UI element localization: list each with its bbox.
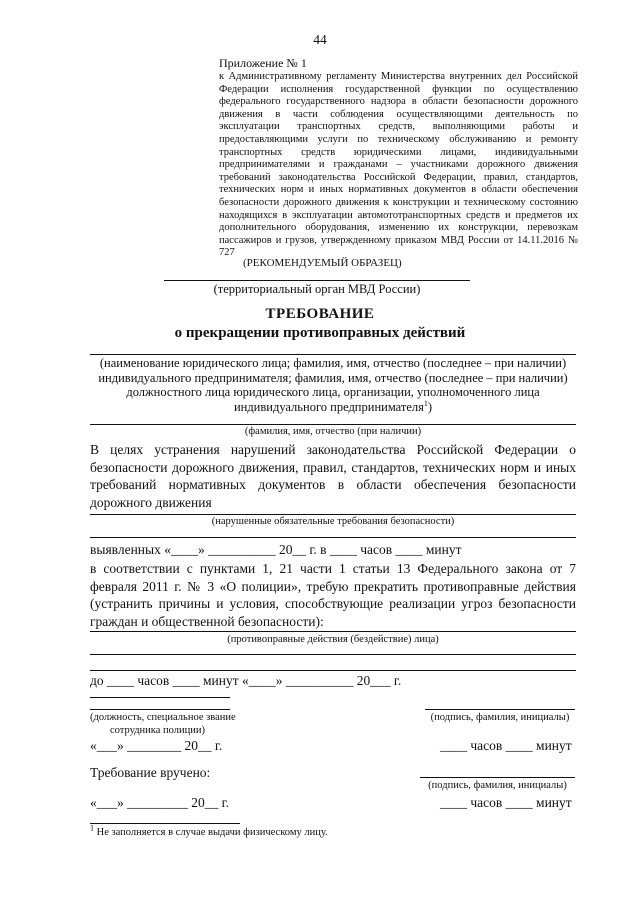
fio-line (90, 424, 576, 425)
footnote-separator (90, 823, 240, 824)
detected-line: выявленных «____» __________ 20__ г. в ____ часов ____ минут (90, 542, 462, 557)
violations-caption: (нарушенные обязательные требования безопасности) (211, 516, 455, 527)
entity-caption-footnote-mark: 1 (423, 398, 428, 408)
territorial-caption: (территориальный орган МВД России) (213, 282, 421, 296)
officer-date: «___» ________ 20__ г. (90, 738, 223, 753)
sample-label: (РЕКОМЕНДУЕМЫЙ ОБРАЗЕЦ) (243, 257, 402, 269)
footnote-mark: 1 (90, 823, 94, 833)
handed-label: Требование вручено: (90, 765, 211, 780)
illegal-line-3 (90, 670, 576, 671)
page-number: 44 (313, 32, 327, 47)
position-line-1 (90, 697, 230, 698)
violations-line-2 (90, 537, 576, 538)
annex-title: Приложение № 1 (219, 56, 307, 70)
footnote-text: Не заполняется в случае выдачи физическому лицу. (96, 827, 328, 838)
signature-caption-1: (подпись, фамилия, инициалы) (430, 712, 570, 723)
signature-line-2 (420, 777, 575, 778)
deadline-line: до ____ часов ____ минут «____» __________ 20___ г. (90, 673, 402, 688)
footnote (90, 823, 328, 838)
signature-caption-2: (подпись, фамилия, инициалы) (428, 780, 567, 791)
position-caption-1: (должность, специальное звание (90, 712, 236, 723)
intro-paragraph: В целях устранения нарушений законодательства Российской Федерации о безопасности дорожного движения, правил, стандартов, технических норм и иных требований нормативных документов в области обеспечения безопасности дорожного движения (90, 442, 576, 510)
demand-paragraph: в соответствии с пунктами 1, 21 части 1 статьи 13 Федерального закона от 7 февраля 2011 г. № 3 «О полиции», требую прекратить противоправные действия (устранить причины и условия, способствующие реализации угроз безопасности граждан и общественной безопасности): (90, 561, 576, 629)
entity-caption-end: ) (427, 399, 433, 414)
officer-time: ____ часов ____ минут (440, 738, 572, 753)
territorial-line (164, 280, 470, 281)
fio-caption: (фамилия, имя, отчество (при наличии) (244, 426, 422, 437)
illegal-line (90, 631, 576, 632)
annex-body: к Административному регламенту Министерства внутренних дел Российской Федерации исполнения государственной функции по осуществлению федерального государственного надзора в области безопасности дорожного движения в части соблюдения осуществляющими деятельность по эксплуатации транспортных средств, выполняющими работы и предоставляющими услуги по техническому обслуживанию и ремонту транспортных средств юридическими лицами, индивидуальными предпринимателями и гражданами – участниками дорожного движения требований законодательства Российской Федерации, правил, стандартов, технических норм и иных нормативных документов в области обеспечения безопасности дорожного движения к конструкции и техническому состоянию находящихся в эксплуатации автомототранспортных средств и предметов их дополнительного оборудования, изменению их конструкции, перевозкам пассажиров и грузов, утвержденному приказом МВД России от 14.11.2016 № 727 (219, 71, 578, 259)
position-caption-2: сотрудника полиции) (110, 725, 205, 736)
entity-line (90, 354, 576, 355)
entity-caption-text: (наименование юридического лица; фамилия, имя, отчество (последнее – при наличии) индивидуального предпринимателя; фамилия, имя, отчество (последнее – при наличии) должностного лица юридического лица, организации, уполномоченного лица индивидуального предпринимателя (98, 356, 568, 414)
position-line-2 (90, 709, 230, 710)
entity-caption (88, 356, 578, 414)
illegal-line-2 (90, 654, 576, 655)
doc-title: ТРЕБОВАНИЕ (265, 306, 375, 322)
signature-line-1 (425, 709, 575, 710)
handed-date: «___» _________ 20__ г. (90, 795, 230, 810)
illegal-caption: (противоправные действия (бездействие) лица) (227, 634, 439, 645)
handed-time: ____ часов ____ минут (440, 795, 572, 810)
doc-subtitle: о прекращении противоправных действий (174, 325, 466, 341)
violations-line (90, 514, 576, 515)
